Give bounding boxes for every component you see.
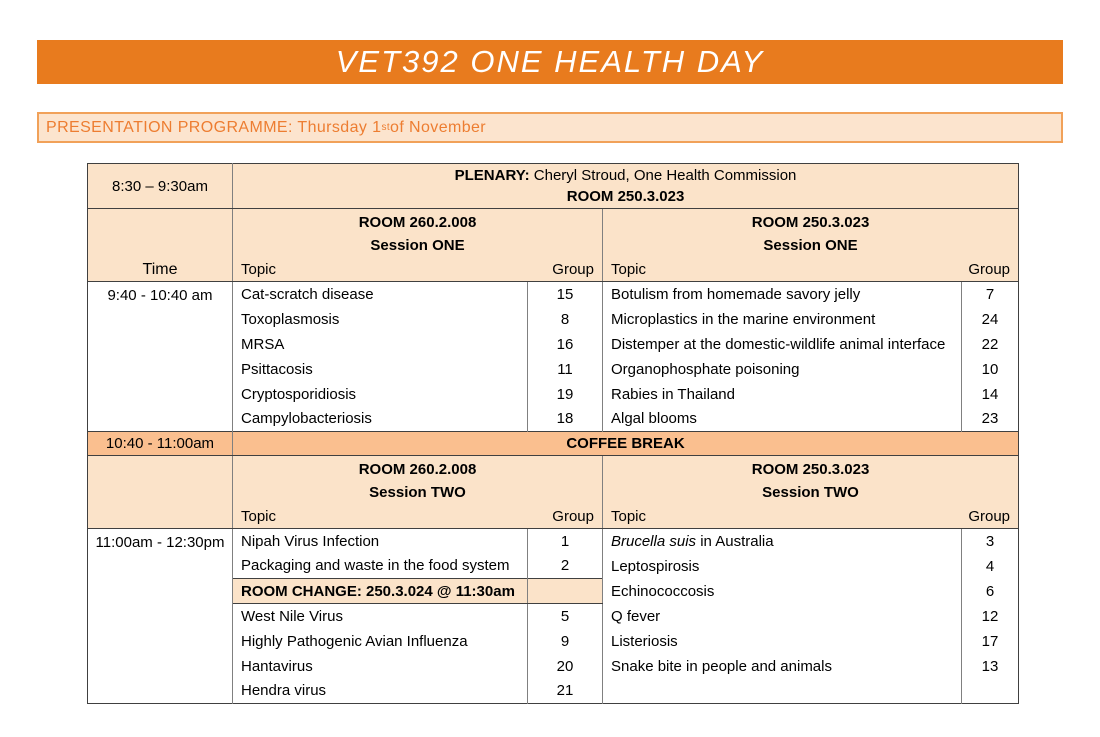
plenary-label: PLENARY: bbox=[454, 167, 530, 184]
group-cell: 17 bbox=[981, 632, 999, 650]
topic-cell: Botulism from homemade savory jelly bbox=[603, 282, 962, 307]
topic-header: Topic bbox=[241, 508, 277, 526]
group-cell: 4 bbox=[985, 557, 995, 575]
topic-cell: Cat-scratch disease bbox=[233, 282, 528, 307]
topic-cell: ROOM CHANGE: 250.3.024 @ 11:30am bbox=[233, 579, 528, 604]
topic-cell: Hendra virus bbox=[233, 679, 528, 704]
plenary-time-cell: 8:30 – 9:30am bbox=[88, 164, 233, 209]
group-header: Group bbox=[552, 261, 594, 279]
group-cell bbox=[962, 679, 1019, 704]
topic-cell: Q fever bbox=[603, 604, 962, 629]
plenary-room: ROOM 250.3.023 bbox=[566, 188, 685, 205]
session-label: Session TWO bbox=[369, 483, 466, 501]
group-cell: 8 bbox=[528, 307, 603, 332]
time-header-cell: Time bbox=[88, 259, 233, 282]
group-cell: 7 bbox=[985, 285, 995, 303]
time-cell: 9:40 - 10:40 am bbox=[88, 282, 233, 432]
group-cell: 2 bbox=[528, 554, 603, 579]
topic-cell: Brucella suis in Australia bbox=[603, 529, 962, 554]
table-row bbox=[88, 282, 1019, 307]
topic-cell: Snake bite in people and animals bbox=[603, 654, 962, 679]
topic-cell: Hantavirus bbox=[233, 654, 528, 679]
group-cell: 13 bbox=[981, 657, 999, 675]
topic-cell: Campylobacteriosis bbox=[233, 407, 528, 432]
topic-cell: Cryptosporidiosis bbox=[233, 382, 528, 407]
topic-cell: Algal blooms bbox=[603, 407, 962, 432]
session-two-left-header bbox=[233, 456, 603, 506]
topic-cell: Toxoplasmosis bbox=[233, 307, 528, 332]
coffee-break-cell: COFFEE BREAK bbox=[233, 432, 1019, 456]
topic-cell: Distemper at the domestic-wildlife animal interface bbox=[603, 332, 962, 357]
subtitle-text: PRESENTATION PROGRAMME: Thursday 1 bbox=[46, 118, 382, 136]
group-cell: 11 bbox=[528, 357, 603, 382]
topic-cell: Nipah Virus Infection bbox=[233, 529, 528, 554]
group-cell: 10 bbox=[981, 360, 999, 378]
session-label: Session ONE bbox=[763, 236, 858, 254]
topic-cell: Leptospirosis bbox=[603, 554, 962, 579]
banner bbox=[37, 40, 1063, 84]
topic-cell: Packaging and waste in the food system bbox=[233, 554, 528, 579]
column-header-row bbox=[88, 506, 1019, 529]
plenary-title bbox=[233, 165, 1018, 186]
topic-cell bbox=[603, 679, 962, 704]
session-one-left-header bbox=[233, 209, 603, 259]
group-cell: 16 bbox=[528, 332, 603, 357]
topic-cell: Organophosphate poisoning bbox=[603, 357, 962, 382]
topic-cell: MRSA bbox=[233, 332, 528, 357]
group-cell: 12 bbox=[981, 607, 999, 625]
topic-header: Topic bbox=[611, 261, 647, 279]
group-cell: 9 bbox=[528, 629, 603, 654]
session-label: Session ONE bbox=[370, 236, 465, 254]
plenary-speaker: Cheryl Stroud, One Health Commission bbox=[529, 167, 797, 184]
group-cell: 22 bbox=[981, 335, 999, 353]
topic-group-header-left bbox=[233, 506, 603, 529]
topic-group-header-right bbox=[603, 506, 1019, 529]
topic-cell: Psittacosis bbox=[233, 357, 528, 382]
group-cell bbox=[528, 579, 603, 604]
session-two-right-header bbox=[603, 456, 1019, 506]
group-cell: 5 bbox=[528, 604, 603, 629]
programme-table bbox=[87, 163, 1019, 704]
session-one-header-row bbox=[88, 209, 1019, 259]
programme-subtitle: PRESENTATION PROGRAMME: Thursday 1 st of November bbox=[37, 112, 1063, 143]
session-two-header-row bbox=[88, 456, 1019, 506]
group-cell: 20 bbox=[528, 654, 603, 679]
group-header: Group bbox=[968, 508, 1011, 526]
topic-cell: Echinococcosis bbox=[603, 579, 962, 604]
group-cell: 1 bbox=[528, 529, 603, 554]
topic-cell: Listeriosis bbox=[603, 629, 962, 654]
topic-header: Topic bbox=[611, 508, 647, 526]
topic-group-header-left bbox=[233, 259, 603, 282]
empty-cell bbox=[88, 506, 233, 529]
topic-cell: Rabies in Thailand bbox=[603, 382, 962, 407]
group-cell: 3 bbox=[985, 532, 995, 550]
plenary-row bbox=[88, 164, 1019, 209]
room-label: ROOM 260.2.008 bbox=[358, 460, 477, 478]
session-label: Session TWO bbox=[762, 483, 859, 501]
group-cell: 14 bbox=[981, 385, 999, 403]
coffee-break-row bbox=[88, 432, 1019, 456]
time-cell: 11:00am - 12:30pm bbox=[88, 529, 233, 704]
topic-cell: Highly Pathogenic Avian Influenza bbox=[233, 629, 528, 654]
group-header: Group bbox=[552, 508, 594, 526]
empty-cell bbox=[88, 456, 233, 506]
group-cell: 19 bbox=[528, 382, 603, 407]
group-cell: 18 bbox=[528, 407, 603, 432]
topic-cell: West Nile Virus bbox=[233, 604, 528, 629]
subtitle-text-rest: of November bbox=[390, 118, 487, 136]
topic-group-header-right bbox=[603, 259, 1019, 282]
room-label: ROOM 250.3.023 bbox=[751, 460, 870, 478]
break-time-cell: 10:40 - 11:00am bbox=[88, 432, 233, 456]
group-cell: 23 bbox=[981, 410, 999, 428]
room-label: ROOM 260.2.008 bbox=[358, 213, 477, 231]
group-cell: 15 bbox=[528, 282, 603, 307]
page-title: VET392 ONE HEALTH DAY bbox=[335, 44, 765, 79]
group-cell: 21 bbox=[528, 679, 603, 704]
plenary-cell bbox=[233, 164, 1019, 209]
column-header-row bbox=[88, 259, 1019, 282]
session-one-right-header bbox=[603, 209, 1019, 259]
table-row bbox=[88, 529, 1019, 554]
group-cell: 6 bbox=[985, 582, 995, 600]
room-label: ROOM 250.3.023 bbox=[751, 213, 870, 231]
topic-header: Topic bbox=[241, 261, 277, 279]
empty-cell bbox=[88, 209, 233, 259]
group-cell: 24 bbox=[981, 310, 999, 328]
topic-cell: Microplastics in the marine environment bbox=[603, 307, 962, 332]
group-header: Group bbox=[968, 261, 1011, 279]
